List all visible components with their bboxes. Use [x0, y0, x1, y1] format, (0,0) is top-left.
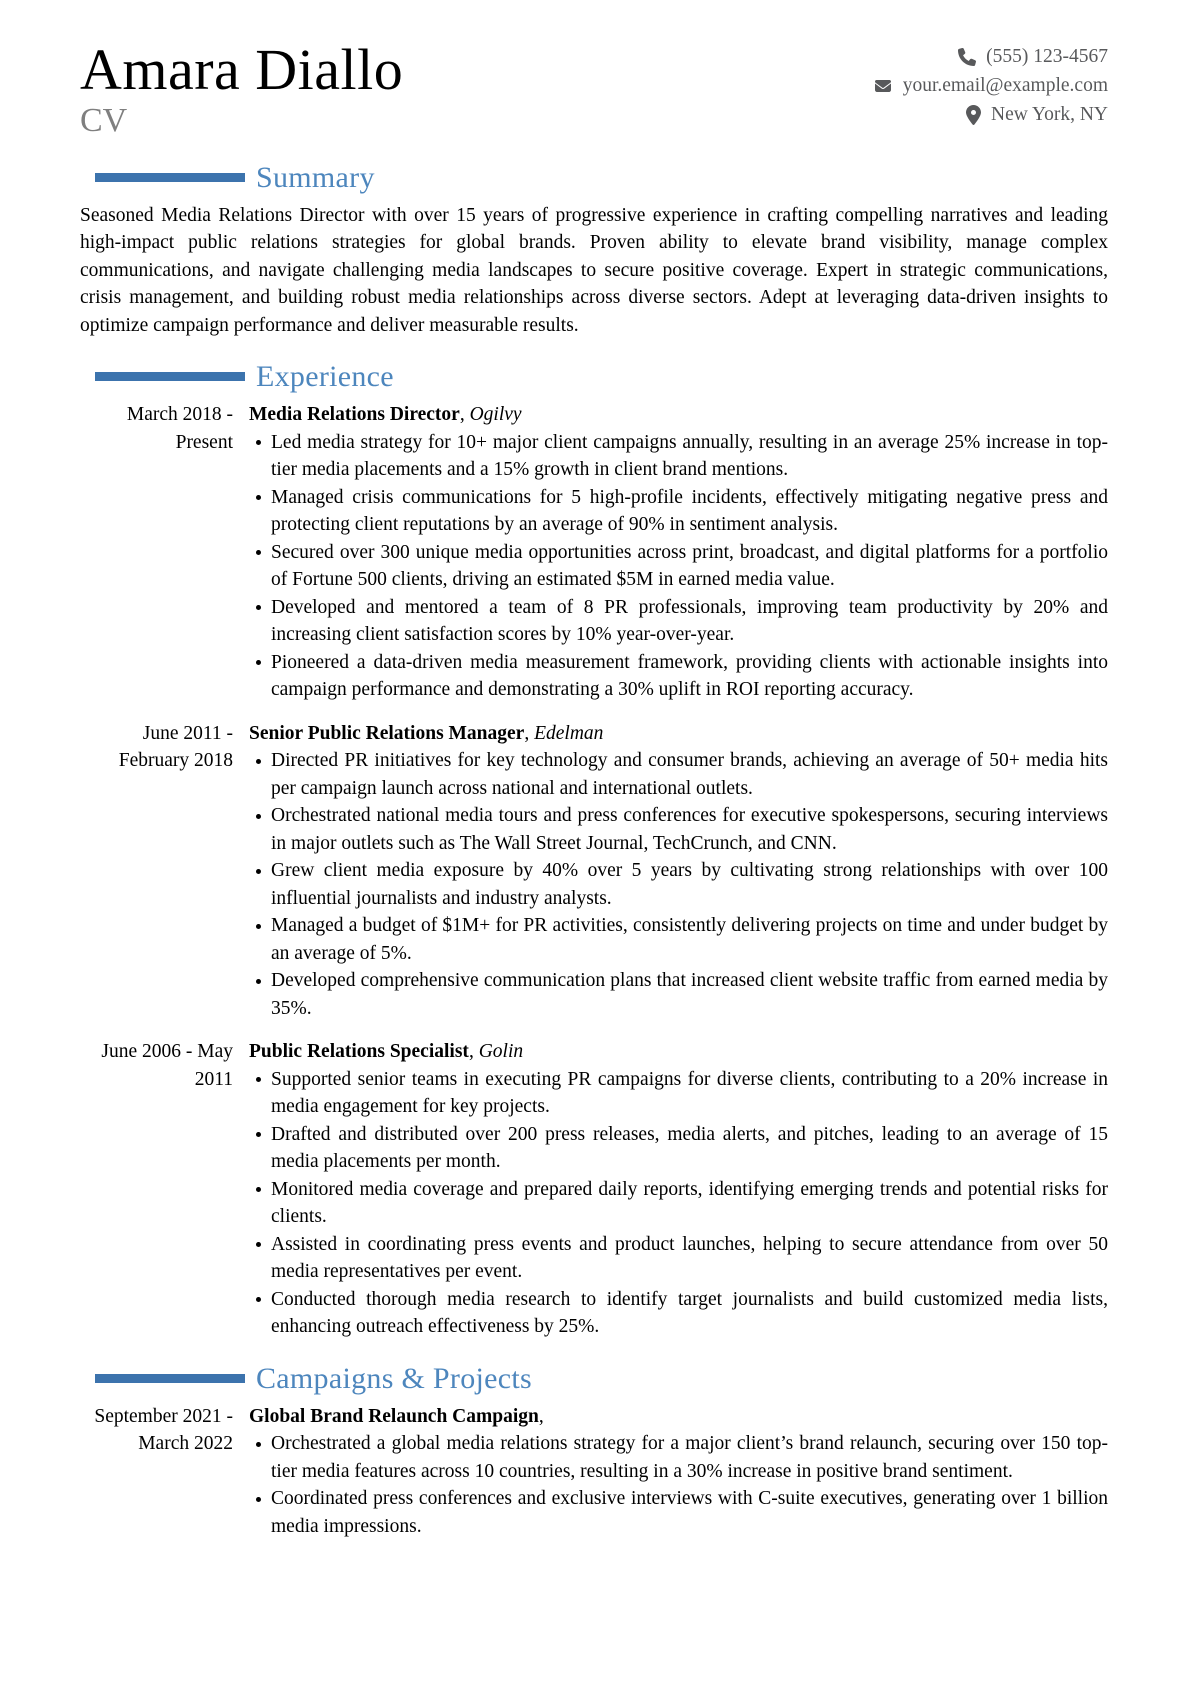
entry-bullets: [249, 1066, 1108, 1341]
entry-body: [233, 401, 1108, 704]
entry-date: June 2006 - May 2011: [101, 1041, 233, 1090]
header: [80, 37, 1108, 140]
experience-entry: [80, 1038, 1108, 1341]
section: [80, 1362, 1108, 1541]
bullet-item: Monitored media coverage and prepared daily reports, identifying emerging trends and potential risks for clients.: [249, 1176, 1108, 1231]
entry-bullets: [249, 747, 1108, 1022]
bullet-item: Pioneered a data-driven media measurement framework, providing clients with actionable insights into campaign performance and demonstrating a 30% uplift in ROI reporting accuracy.: [249, 649, 1108, 704]
bullet-item: Secured over 300 unique media opportunities across print, broadcast, and digital platforms for a portfolio of Fortune 500 clients, driving an estimated $5M in earned media value.: [249, 539, 1108, 594]
location-text: New York, NY: [990, 104, 1108, 125]
bullet-item: Orchestrated a global media relations strategy for a major client’s brand relaunch, securing over 150 top-tier media features across 10 countries, resulting in a 30% increase in positive brand sentiment.: [249, 1430, 1108, 1485]
phone-icon: [958, 48, 976, 66]
bullet-item: Assisted in coordinating press events and product launches, helping to secure attendance from over 50 media representatives per event.: [249, 1231, 1108, 1286]
contact-location-row: [873, 104, 1108, 126]
experience-entry: [80, 401, 1108, 704]
email-icon: [873, 78, 893, 94]
entry-title: Global Brand Relaunch Campaign: [249, 1405, 539, 1427]
section-title: Summary: [256, 160, 375, 194]
entry-title-separator: ,: [524, 722, 530, 744]
contact-email-row: [873, 75, 1108, 97]
entry-bullets: [249, 429, 1108, 704]
bullet-item: Developed comprehensive communication plans that increased client website traffic from earned media by 35%.: [249, 967, 1108, 1022]
experience-entry: [80, 720, 1108, 1023]
entry-title-line: [249, 1038, 1108, 1066]
section: [80, 360, 1108, 1341]
bullet-item: Led media strategy for 10+ major client campaigns annually, resulting in an average 25% increase in top-tier media placements and a 15% growth in client brand mentions.: [249, 429, 1108, 484]
entry-date: September 2021 - March 2022: [94, 1405, 233, 1455]
sections-container: [80, 161, 1108, 1541]
entry-title-line: [249, 720, 1108, 748]
entry-title-separator: ,: [468, 1041, 474, 1063]
entry-bullets: [249, 1430, 1108, 1540]
entry-title: Public Relations Specialist: [249, 1041, 469, 1063]
bullet-item: Supported senior teams in executing PR campaigns for diverse clients, contributing to a 20% increase in media engagement for key projects.: [249, 1066, 1108, 1121]
contact-phone-row: [873, 46, 1108, 68]
entry-company: Edelman: [534, 722, 604, 744]
section-head: [80, 1362, 1108, 1395]
entry-title-separator: ,: [459, 404, 465, 426]
summary-paragraph: Seasoned Media Relations Director with over 15 years of progressive experience in crafting compelling narratives and leading high-impact public relations strategies for global brands. Proven ability to elevate brand visibility, manage complex communications, and navigate challenging media landscapes to secure positive coverage. Expert in strategic communications, crisis management, and building robust media relationships across diverse sectors. Adept at leveraging data-driven insights to optimize campaign performance and deliver measurable results.: [80, 204, 1108, 336]
section-head: [80, 360, 1108, 393]
section-title: Campaigns & Projects: [256, 1361, 532, 1395]
contact-block: [873, 46, 1108, 126]
entry-company: Ogilvy: [469, 404, 522, 426]
cv-subtitle: CV: [80, 102, 128, 140]
bullet-item: Drafted and distributed over 200 press releases, media alerts, and pitches, leading to an average of 15 media placements per month.: [249, 1121, 1108, 1176]
entry-title-line: [249, 1403, 1108, 1431]
bullet-item: Orchestrated national media tours and press conferences for executive spokespersons, securing interviews in major outlets such as The Wall Street Journal, TechCrunch, and CNN.: [249, 802, 1108, 857]
section-title-bar: [95, 1374, 245, 1383]
section-body: [80, 1403, 1108, 1541]
entry-body: [233, 720, 1108, 1023]
entry-title-separator: ,: [538, 1405, 544, 1427]
experience-entry: [80, 1403, 1108, 1541]
entry-body: [233, 1403, 1108, 1541]
section-head: [80, 161, 1108, 194]
header-left: [80, 37, 404, 140]
entry-title-line: [249, 401, 1108, 429]
section-body: [80, 202, 1108, 340]
entry-date: March 2018 - Present: [126, 404, 233, 453]
bullet-item: Directed PR initiatives for key technology and consumer brands, achieving an average of 50+ media hits per campaign launch across national and international outlets.: [249, 747, 1108, 802]
section-title-bar: [95, 372, 245, 381]
bullet-item: Coordinated press conferences and exclusive interviews with C-suite executives, generating over 1 billion media impressions.: [249, 1485, 1108, 1540]
email-address: your.email@example.com: [902, 75, 1108, 96]
entry-company: Golin: [478, 1041, 524, 1063]
name-heading: Amara Diallo: [80, 37, 404, 102]
bullet-item: Managed a budget of $1M+ for PR activities, consistently delivering projects on time and under budget by an average of 5%.: [249, 912, 1108, 967]
bullet-item: Managed crisis communications for 5 high-profile incidents, effectively mitigating negative press and protecting client reputations by an average of 90% in sentiment analysis.: [249, 484, 1108, 539]
bullet-item: Grew client media exposure by 40% over 5 years by cultivating strong relationships with over 100 influential journalists and industry analysts.: [249, 857, 1108, 912]
entry-title: Senior Public Relations Manager: [249, 722, 525, 744]
phone-number: (555) 123-4567: [986, 46, 1108, 67]
entry-date: June 2011 - February 2018: [118, 722, 233, 772]
entry-body: [233, 1038, 1108, 1341]
section-title-bar: [95, 173, 245, 182]
section-title: Experience: [256, 360, 394, 394]
section: [80, 161, 1108, 340]
section-body: [80, 401, 1108, 1341]
location-icon: [966, 105, 981, 125]
bullet-item: Conducted thorough media research to identify target journalists and build customized media lists, enhancing outreach effectiveness by 25%.: [249, 1286, 1108, 1341]
entry-title: Media Relations Director: [249, 404, 460, 426]
bullet-item: Developed and mentored a team of 8 PR professionals, improving team productivity by 20% and increasing client satisfaction scores by 10% year-over-year.: [249, 594, 1108, 649]
